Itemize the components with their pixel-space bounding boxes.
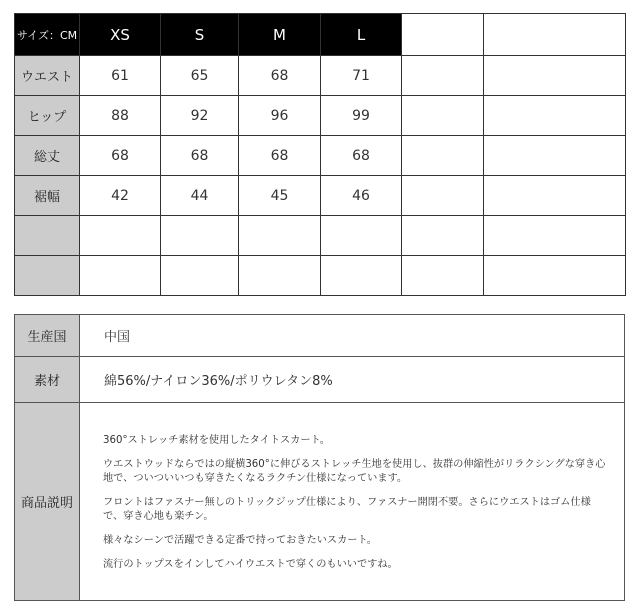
size-header-xs: XS bbox=[80, 14, 161, 56]
table-cell: 68 bbox=[239, 56, 321, 96]
table-cell: 68 bbox=[80, 136, 161, 176]
table-cell: 65 bbox=[161, 56, 239, 96]
table-cell: 96 bbox=[239, 96, 321, 136]
table-cell bbox=[484, 216, 626, 256]
material-value: 綿56%/ナイロン36%/ポリウレタン8% bbox=[80, 357, 625, 403]
table-cell bbox=[239, 216, 321, 256]
table-cell: 44 bbox=[161, 176, 239, 216]
origin-value: 中国 bbox=[80, 315, 625, 357]
table-cell bbox=[321, 216, 402, 256]
description-paragraph: ウエストウッドならではの縦横360°に伸びるストレッチ生地を使用し、抜群の伸縮性がリラクシングな穿き心地で、ついついいつも穿きたくなるラクチン仕様になっています。 bbox=[103, 458, 606, 484]
row-label bbox=[15, 256, 80, 296]
size-row-hem-width bbox=[15, 176, 626, 216]
size-row-length bbox=[15, 136, 626, 176]
table-cell bbox=[80, 216, 161, 256]
table-cell bbox=[239, 256, 321, 296]
table-cell bbox=[484, 136, 626, 176]
info-row-description bbox=[15, 403, 625, 601]
row-label: 総丈 bbox=[15, 136, 80, 176]
description-paragraph: 様々なシーンで活躍できる定番で持っておきたいスカート。 bbox=[103, 534, 377, 546]
table-cell bbox=[484, 176, 626, 216]
table-cell bbox=[402, 216, 484, 256]
size-header-s: S bbox=[161, 14, 239, 56]
table-cell bbox=[402, 176, 484, 216]
table-cell: 68 bbox=[321, 136, 402, 176]
table-cell bbox=[484, 96, 626, 136]
material-label: 素材 bbox=[15, 357, 80, 403]
table-cell: 45 bbox=[239, 176, 321, 216]
table-cell bbox=[161, 216, 239, 256]
size-header-row bbox=[15, 14, 626, 56]
size-header-empty bbox=[402, 14, 484, 56]
size-unit-label: サイズ：CM bbox=[15, 14, 80, 56]
size-header-l: L bbox=[321, 14, 402, 56]
table-cell bbox=[402, 256, 484, 296]
table-cell bbox=[321, 256, 402, 296]
description-paragraph: 流行のトップスをインしてハイウエストで穿くのもいいですね。 bbox=[103, 558, 398, 570]
description-paragraph: フロントはファスナー無しのトリックジップ仕様により、ファスナー開閉不要。さらにウエストはゴム仕様で、穿き心地も楽チン。 bbox=[103, 496, 591, 522]
size-header-m: M bbox=[239, 14, 321, 56]
table-cell: 88 bbox=[80, 96, 161, 136]
table-cell bbox=[484, 56, 626, 96]
description-cell bbox=[80, 403, 625, 601]
info-row-material bbox=[15, 357, 625, 403]
description-label: 商品説明 bbox=[15, 403, 80, 601]
origin-label: 生産国 bbox=[15, 315, 80, 357]
size-row-empty bbox=[15, 256, 626, 296]
table-cell: 99 bbox=[321, 96, 402, 136]
table-cell: 46 bbox=[321, 176, 402, 216]
table-cell bbox=[484, 256, 626, 296]
table-cell: 68 bbox=[161, 136, 239, 176]
size-row-waist bbox=[15, 56, 626, 96]
row-label: ヒップ bbox=[15, 96, 80, 136]
info-row-origin bbox=[15, 315, 625, 357]
row-label bbox=[15, 216, 80, 256]
size-row-empty bbox=[15, 216, 626, 256]
table-cell bbox=[402, 56, 484, 96]
table-cell: 92 bbox=[161, 96, 239, 136]
table-cell: 42 bbox=[80, 176, 161, 216]
table-cell bbox=[161, 256, 239, 296]
product-info-table bbox=[14, 314, 625, 601]
description-paragraph: 360°ストレッチ素材を使用したタイトスカート。 bbox=[103, 434, 330, 446]
table-cell: 61 bbox=[80, 56, 161, 96]
size-row-hip bbox=[15, 96, 626, 136]
size-chart-table bbox=[14, 13, 626, 296]
size-header-empty bbox=[484, 14, 626, 56]
table-cell: 71 bbox=[321, 56, 402, 96]
row-label: 裾幅 bbox=[15, 176, 80, 216]
table-cell bbox=[80, 256, 161, 296]
table-cell: 68 bbox=[239, 136, 321, 176]
row-label: ウエスト bbox=[15, 56, 80, 96]
description-body bbox=[80, 424, 624, 580]
table-cell bbox=[402, 136, 484, 176]
table-cell bbox=[402, 96, 484, 136]
